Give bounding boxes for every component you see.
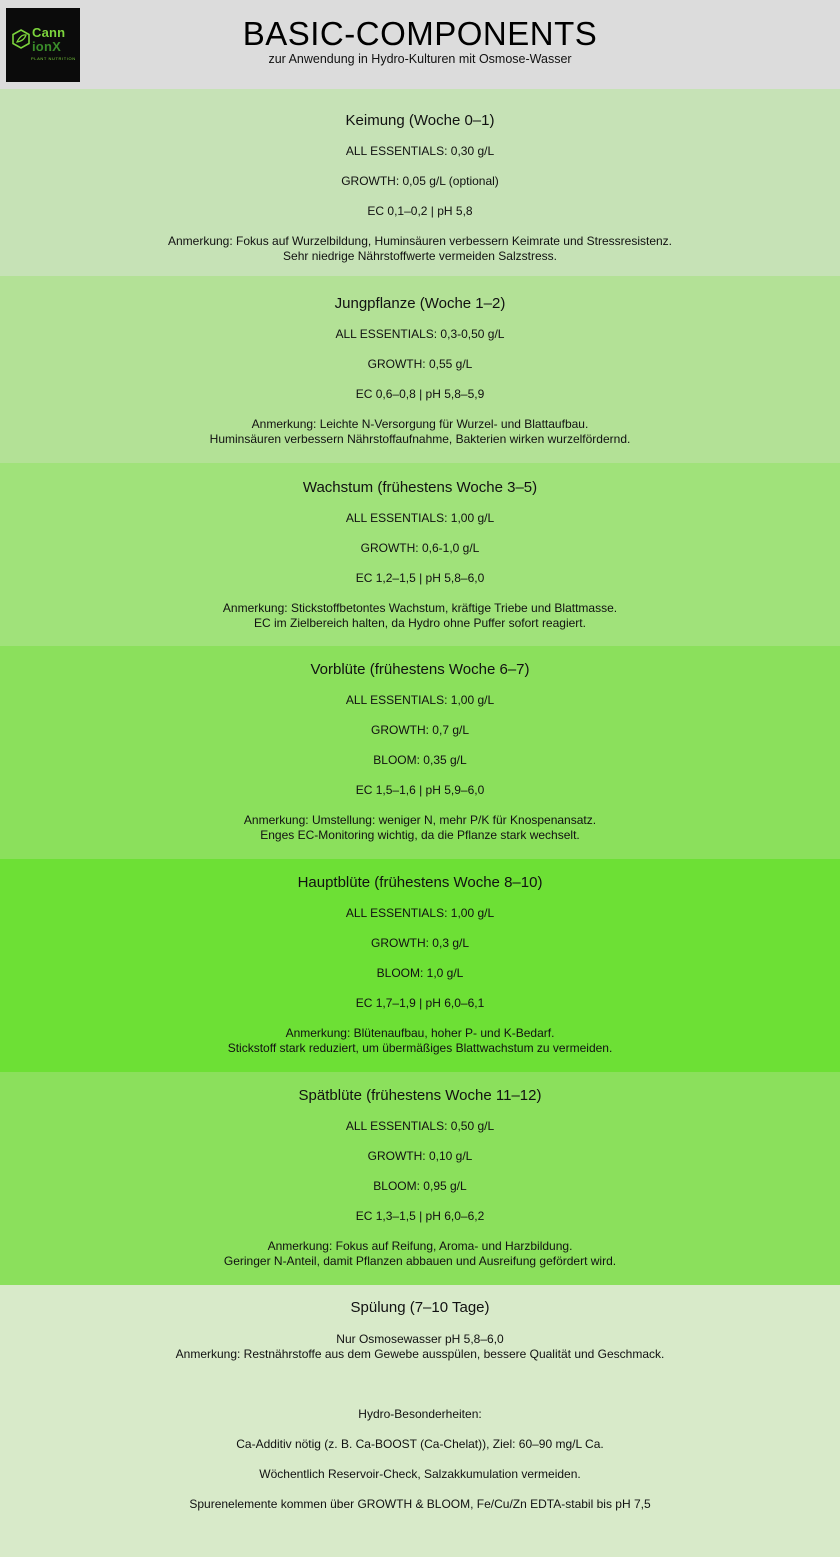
ec-ph-line: EC 0,6–0,8 | pH 5,8–5,9 [355,387,485,401]
note-line: Anmerkung: Stickstoffbetontes Wachstum, kräftige Triebe und Blattmasse. [222,601,618,615]
dosage-line: ALL ESSENTIALS: 1,00 g/L [345,511,495,525]
section-vorbluete [0,646,840,859]
note-line: Anmerkung: Blütenaufbau, hoher P- und K-Bedarf. [285,1026,555,1040]
dosage-line: GROWTH: 0,6-1,0 g/L [360,541,480,555]
ec-ph-line: EC 0,1–0,2 | pH 5,8 [367,204,473,218]
section-jungpflanze [0,276,840,463]
section-title: Hauptblüte (frühestens Woche 8–10) [297,874,543,891]
note-line: Nur Osmosewasser pH 5,8–6,0 [336,1332,504,1346]
note-line: Geringer N-Anteil, damit Pflanzen abbauen und Ausreifung gefördert wird. [223,1254,617,1268]
section-spuelung [0,1285,840,1557]
logo-name-line2: ionX [32,39,61,54]
dosage-line: ALL ESSENTIALS: 1,00 g/L [345,906,495,920]
section-title: Keimung (Woche 0–1) [345,112,495,129]
dosage-line: GROWTH: 0,55 g/L [367,357,473,371]
page-header [0,0,840,89]
section-hauptbluete [0,859,840,1072]
dosage-line: GROWTH: 0,3 g/L [370,936,470,950]
note-line: Anmerkung: Umstellung: weniger N, mehr P/K für Knospenansatz. [243,813,597,827]
ec-ph-line: EC 1,3–1,5 | pH 6,0–6,2 [355,1209,485,1223]
note-line: Anmerkung: Fokus auf Reifung, Aroma- und Harzbildung. [267,1239,573,1253]
dosage-line: GROWTH: 0,10 g/L [367,1149,473,1163]
dosage-line: ALL ESSENTIALS: 0,30 g/L [345,144,495,158]
dosage-line: GROWTH: 0,05 g/L (optional) [341,174,499,188]
hydro-line: Wöchentlich Reservoir-Check, Salzakkumulation vermeiden. [259,1467,581,1481]
section-title: Vorblüte (frühestens Woche 6–7) [310,661,530,678]
section-title: Jungpflanze (Woche 1–2) [334,295,506,312]
ec-ph-line: EC 1,2–1,5 | pH 5,8–6,0 [355,571,485,585]
ec-ph-line: EC 1,5–1,6 | pH 5,9–6,0 [355,783,485,797]
dosage-line: ALL ESSENTIALS: 0,3-0,50 g/L [335,327,505,341]
dosage-line: BLOOM: 0,35 g/L [373,753,467,767]
dosage-line: BLOOM: 1,0 g/L [376,966,464,980]
note-line: Enges EC-Monitoring wichtig, da die Pflanze stark wechselt. [260,828,580,842]
ec-ph-line: EC 1,7–1,9 | pH 6,0–6,1 [355,996,485,1010]
section-title: Spülung (7–10 Tage) [350,1299,490,1316]
logo-name-line1: Cann [32,25,66,40]
hydro-line: Spurenelemente kommen über GROWTH & BLOOM, Fe/Cu/Zn EDTA-stabil bis pH 7,5 [189,1497,651,1511]
note-line: Sehr niedrige Nährstoffwerte vermeiden Salzstress. [283,249,557,263]
dosage-line: ALL ESSENTIALS: 0,50 g/L [345,1119,495,1133]
note-line: Huminsäuren verbessern Nährstoffaufnahme, Bakterien wirken wurzelfördernd. [209,432,631,446]
hydro-line: Ca-Additiv nötig (z. B. Ca-BOOST (Ca-Chelat)), Ziel: 60–90 mg/L Ca. [236,1437,604,1451]
page-subtitle: zur Anwendung in Hydro-Kulturen mit Osmose-Wasser [268,52,572,66]
page-title: BASIC-COMPONENTS [242,15,598,52]
dosage-line: BLOOM: 0,95 g/L [373,1179,467,1193]
section-wachstum [0,463,840,646]
section-spaetbluete [0,1072,840,1285]
note-line: EC im Zielbereich halten, da Hydro ohne Puffer sofort reagiert. [254,616,586,630]
section-keimung [0,89,840,276]
logo-tagline: PLANT NUTRITION [31,56,76,61]
note-line: Anmerkung: Fokus auf Wurzelbildung, Huminsäuren verbessern Keimrate und Stressresistenz. [167,234,672,248]
note-line: Stickstoff stark reduziert, um übermäßiges Blattwachstum zu vermeiden. [227,1041,613,1055]
hydro-title: Hydro-Besonderheiten: [358,1407,482,1421]
dosage-line: GROWTH: 0,7 g/L [370,723,470,737]
note-line: Anmerkung: Restnährstoffe aus dem Gewebe ausspülen, bessere Qualität und Geschmack. [175,1347,665,1361]
section-title: Spätblüte (frühestens Woche 11–12) [298,1087,542,1104]
section-title: Wachstum (frühestens Woche 3–5) [302,479,538,496]
note-line: Anmerkung: Leichte N-Versorgung für Wurzel- und Blattaufbau. [251,417,589,431]
dosage-line: ALL ESSENTIALS: 1,00 g/L [345,693,495,707]
